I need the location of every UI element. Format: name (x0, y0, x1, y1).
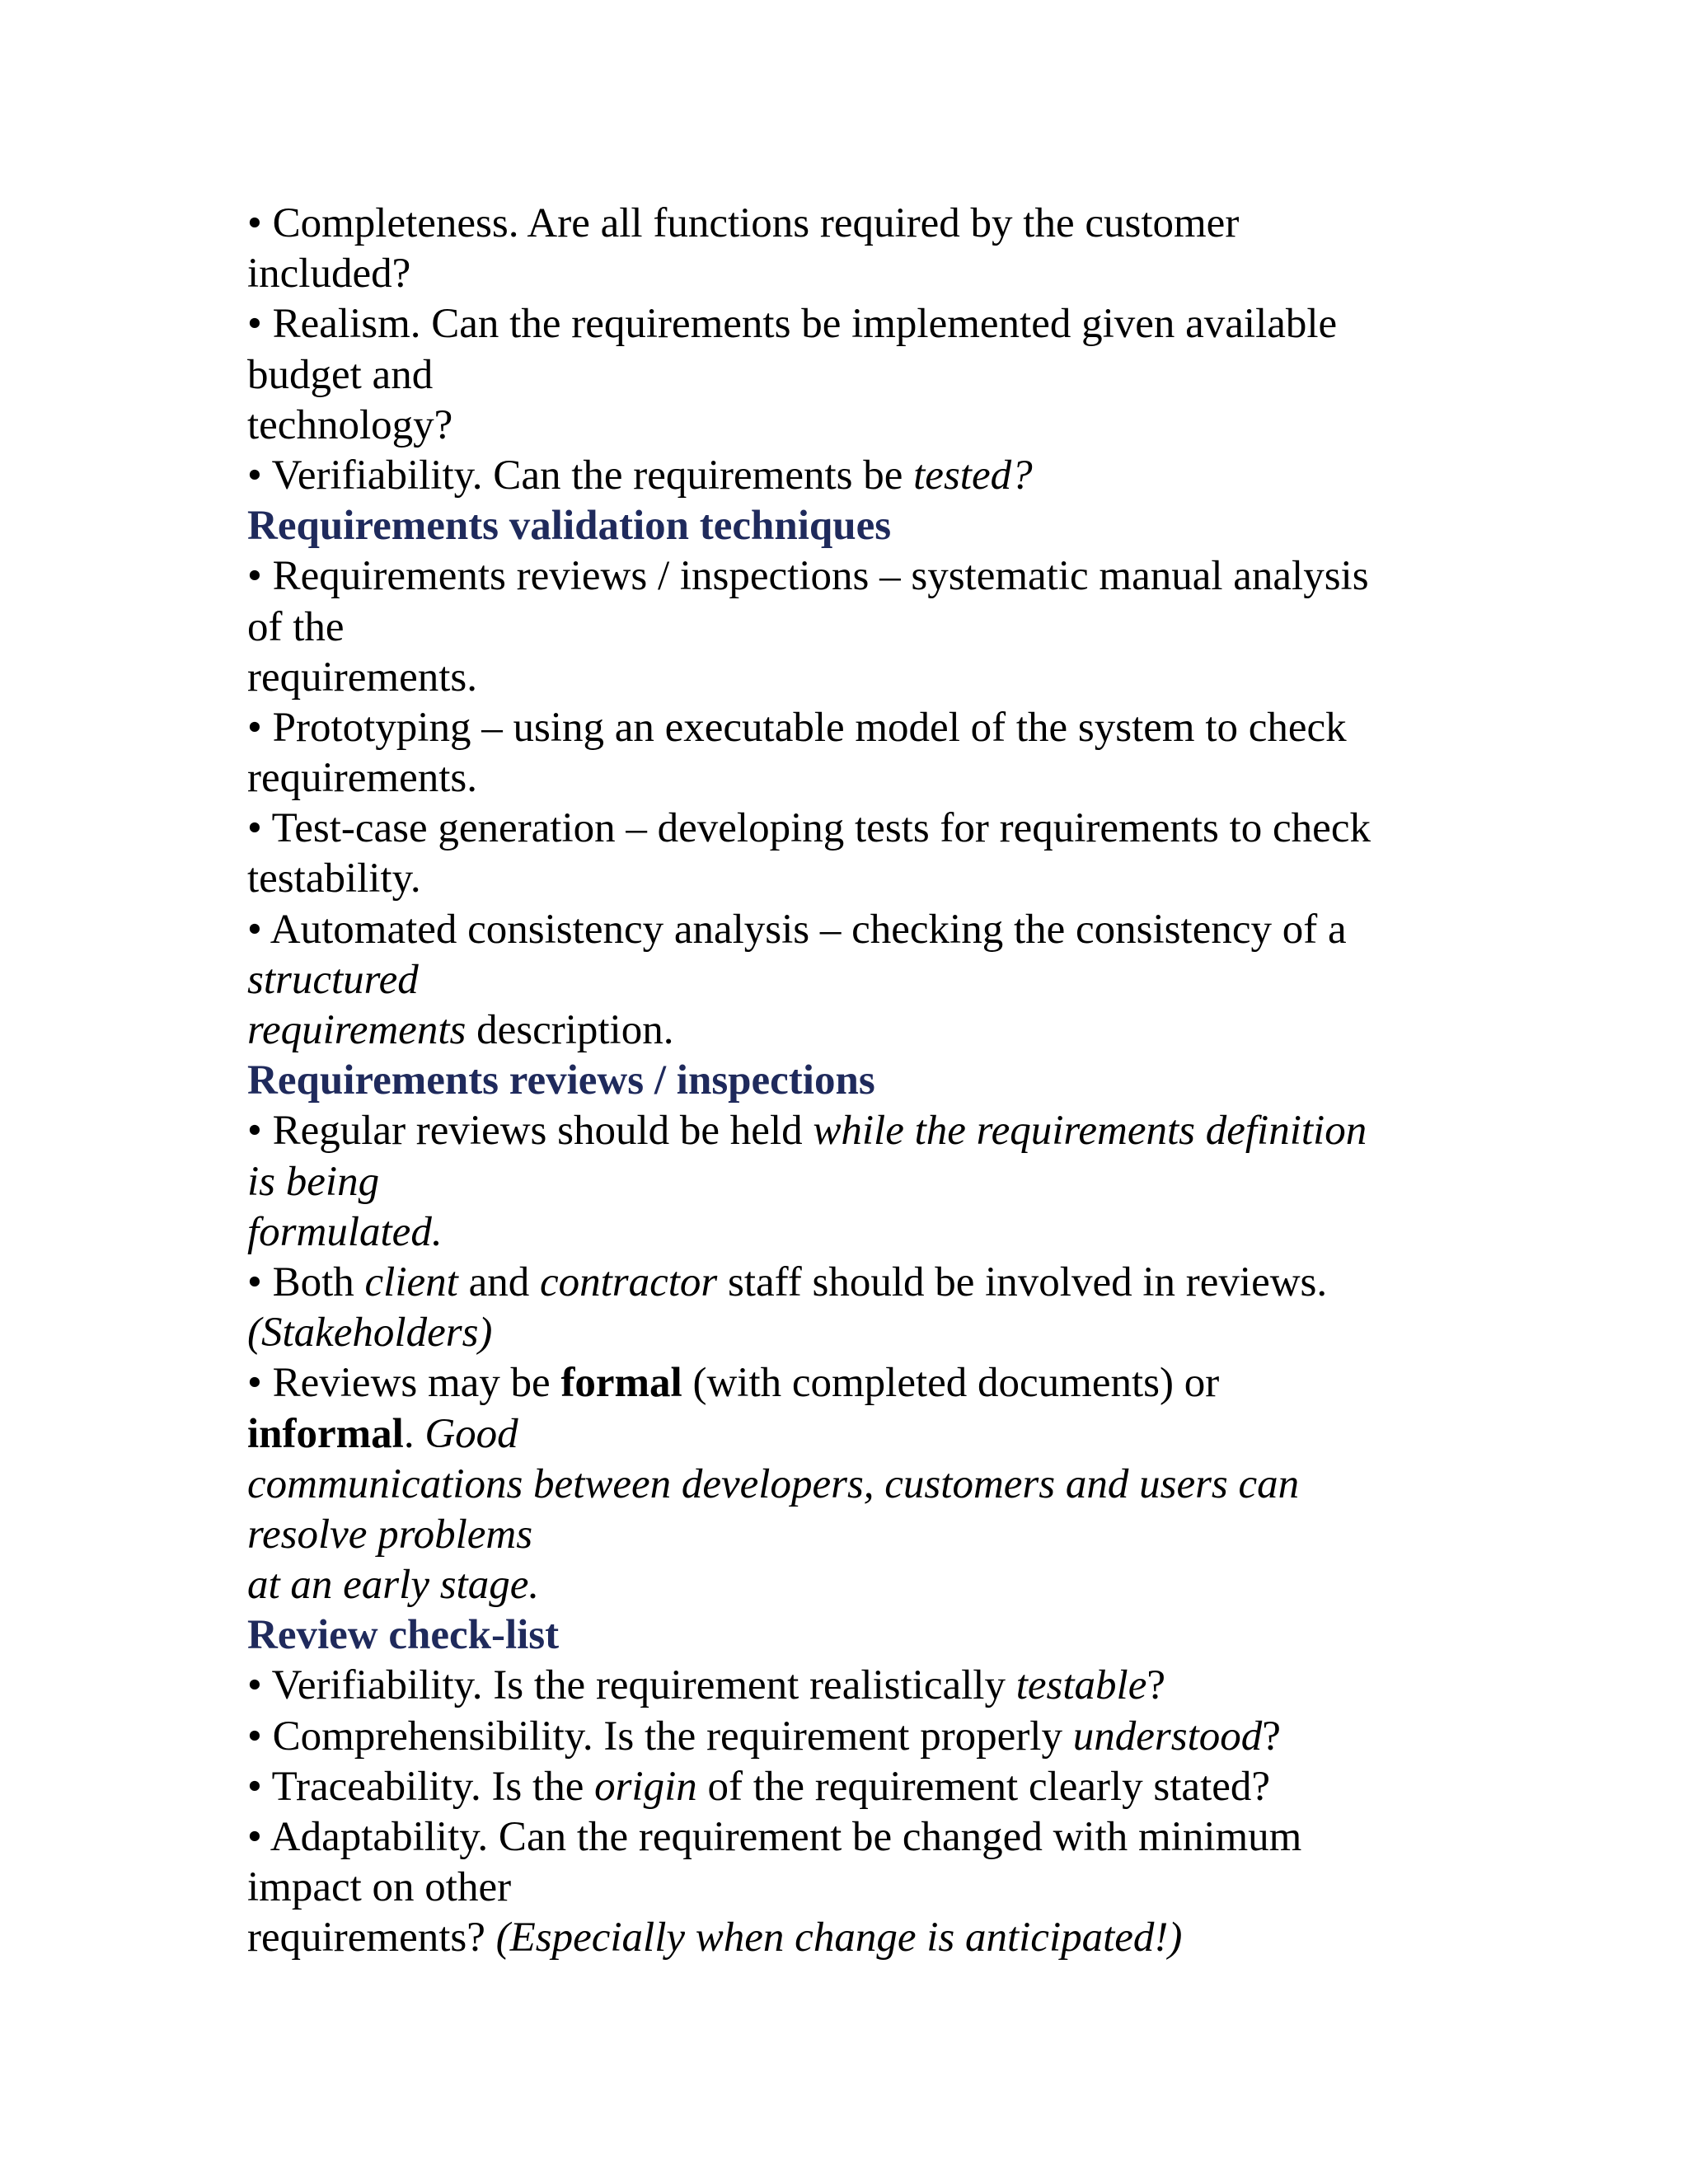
text-run: staff should be involved in reviews. (717, 1258, 1328, 1305)
italic-text: at an early stage. (247, 1562, 540, 1609)
text-run: • Comprehensibility. Is the requirement properly (247, 1713, 1073, 1760)
text-line (247, 1460, 1533, 1510)
text-run: • Reviews may be (247, 1360, 561, 1407)
text-run: • Prototyping – using an executable model of the system to check (247, 704, 1347, 751)
text-run: testability. (247, 855, 421, 902)
section-heading (247, 1056, 1533, 1106)
text-line (247, 753, 1533, 804)
italic-text: client (364, 1258, 458, 1305)
text-line (247, 703, 1533, 753)
heading-text: Review check-list (247, 1612, 560, 1659)
section-heading (247, 501, 1533, 551)
text-run: included? (247, 251, 411, 298)
text-run: • Regular reviews should be held (247, 1108, 814, 1155)
text-line (247, 401, 1533, 451)
text-run: • Realism. Can the requirements be implemented given available (247, 301, 1338, 348)
text-line (247, 1913, 1533, 1963)
text-line (247, 1207, 1533, 1258)
italic-text: requirements (247, 1007, 467, 1053)
italic-text: while the requirements definition (813, 1108, 1367, 1155)
text-run: requirements. (247, 654, 477, 701)
italic-text: Good (424, 1410, 518, 1457)
text-line (247, 299, 1533, 349)
text-run: • Adaptability. Can the requirement be changed with minimum (247, 1814, 1302, 1860)
text-run: • Requirements reviews / inspections – systematic manual analysis (247, 553, 1369, 600)
italic-text: resolve problems (247, 1511, 533, 1558)
text-line (247, 1258, 1533, 1308)
text-run: of the requirement clearly stated? (696, 1763, 1271, 1810)
text-run: of the (247, 603, 345, 650)
italic-text: testable (1015, 1662, 1147, 1709)
italic-text: (Especially when change is anticipated!) (495, 1915, 1183, 1961)
italic-text: formulated. (247, 1208, 443, 1255)
text-line (247, 1510, 1533, 1560)
text-run: • Completeness. Are all functions required by the customer (247, 200, 1240, 246)
text-line (247, 804, 1533, 854)
text-line (247, 551, 1533, 602)
text-run: requirements? (247, 1915, 496, 1961)
text-run: ? (1262, 1713, 1281, 1760)
text-line (247, 1157, 1533, 1207)
text-run: description. (466, 1007, 674, 1053)
heading-text: Requirements validation techniques (247, 503, 892, 550)
text-line (247, 249, 1533, 299)
text-run: • Test-case generation – developing tests for requirements to check (247, 805, 1371, 852)
text-line (247, 955, 1533, 1005)
italic-text: (Stakeholders) (247, 1310, 493, 1357)
text-line (247, 602, 1533, 653)
text-line (247, 1863, 1533, 1913)
text-line (247, 905, 1533, 955)
text-run: • Both (247, 1258, 365, 1305)
italic-text: structured (247, 956, 419, 1003)
text-run: • Automated consistency analysis – checking the consistency of a (247, 906, 1347, 953)
text-line (247, 199, 1533, 249)
text-line (247, 1308, 1533, 1358)
italic-text: origin (594, 1763, 697, 1810)
text-line (247, 451, 1533, 501)
text-line (247, 854, 1533, 904)
text-run: technology? (247, 401, 453, 448)
section-heading (247, 1610, 1533, 1661)
text-run: impact on other (247, 1864, 512, 1911)
italic-text: understood (1072, 1713, 1263, 1760)
document-body (247, 199, 1533, 1964)
text-run: ? (1146, 1662, 1165, 1709)
italic-text: tested? (913, 452, 1033, 499)
text-line (247, 1661, 1533, 1711)
text-run: and (457, 1258, 540, 1305)
italic-text: is being (247, 1158, 380, 1205)
text-line (247, 653, 1533, 703)
text-line (247, 1712, 1533, 1762)
text-run: (with completed documents) or (682, 1360, 1220, 1407)
text-line (247, 350, 1533, 401)
text-line (247, 1409, 1533, 1460)
text-line (247, 1005, 1533, 1056)
text-run: • Verifiability. Is the requirement realistically (247, 1662, 1016, 1709)
bold-text: formal (560, 1360, 682, 1407)
text-line (247, 1762, 1533, 1812)
text-run: • Verifiability. Can the requirements be (247, 452, 914, 499)
text-run: . (403, 1410, 425, 1457)
heading-text: Requirements reviews / inspections (247, 1057, 875, 1104)
text-run: requirements. (247, 755, 477, 802)
italic-text: communications between developers, customers and users can (247, 1460, 1300, 1507)
text-line (247, 1106, 1533, 1156)
text-line (247, 1560, 1533, 1610)
text-line (247, 1812, 1533, 1863)
text-run: • Traceability. Is the (247, 1763, 595, 1810)
text-run: budget and (247, 351, 434, 398)
bold-text: informal (247, 1410, 404, 1457)
italic-text: contractor (539, 1258, 718, 1305)
text-line (247, 1358, 1533, 1408)
